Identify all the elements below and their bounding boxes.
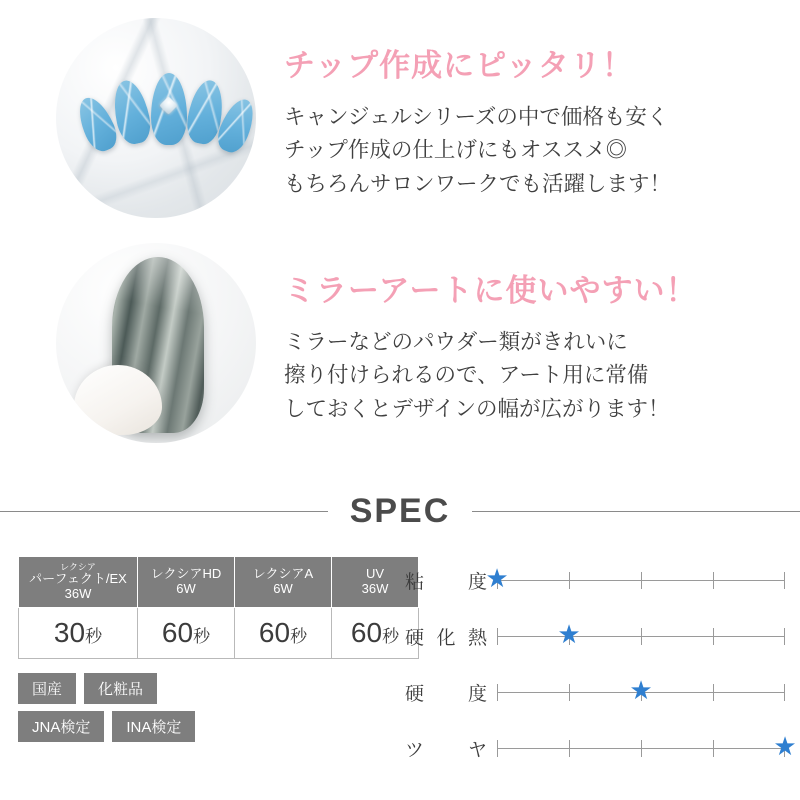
feature-1-body-line-1: キャンジェルシリーズの中で価格も安く [284,105,669,129]
lamp-watt-1: 36W [64,586,92,602]
feature-1-text [284,18,671,201]
lamp-brand-1: レクシア [60,562,96,572]
rating-star-gloss: ★ [773,731,797,761]
rating-row-viscosity [405,552,785,608]
feature-1-body [284,101,671,201]
rating-track-viscosity [485,563,785,593]
nail-tips-photo [56,18,256,218]
cure-time-value-4: 60 [350,617,383,649]
table-header-cell-3 [235,557,332,608]
feature-2-heading: ミラーアートに使いやすい！ [284,273,698,308]
rating-label-hardness: 硬度 [405,683,487,705]
lamp-watt-3: 6W [273,581,293,597]
lamp-name-3: レクシアA [252,566,314,582]
rating-star-viscosity: ★ [485,563,509,593]
nail-tip-3 [151,73,187,145]
certification-badges [18,673,419,742]
rating-label-viscosity: 粘度 [405,571,487,593]
cure-time-value-2: 60 [161,617,194,649]
feature-2-text [284,243,698,426]
rating-row-heat [405,608,785,664]
feature-1-body-line-2: チップ作成の仕上げにもオススメ◎ [284,138,628,163]
rating-star-heat: ★ [557,619,581,649]
feature-2-body-line-3: しておくとデザインの幅が広がります！ [284,396,670,421]
feature-2-body-line-1: ミラーなどのパウダー類がきれいに [284,330,628,354]
badge-row-1 [18,673,419,704]
cure-time-value-1: 30 [53,617,86,649]
feature-2-body [284,326,698,426]
lamp-name-1: パーフェクト/EX [29,571,127,587]
badge-cosmetic: 化粧品 [84,673,157,704]
spec-rule-right [472,511,800,512]
rating-track-heat [497,619,785,649]
mirror-nail-photo [56,243,256,443]
table-header-cell-1 [19,557,138,608]
table-row [19,608,419,659]
cure-time-value-3: 60 [258,617,291,649]
feature-block-1 [56,18,671,218]
feature-block-2 [56,243,698,443]
spec-header [0,492,800,531]
rating-label-gloss: ツヤ [405,739,487,761]
cure-time-unit-1: 秒 [85,627,103,647]
rating-row-gloss [405,720,797,776]
spec-title: SPEC [349,492,451,530]
rating-row-hardness [405,664,785,720]
rating-scales [405,552,797,776]
badge-domestic: 国産 [18,673,76,704]
rating-track-hardness [497,675,785,705]
cure-time-cell-3 [235,608,332,659]
rating-label-heat: 硬化熱 [405,627,487,649]
feature-1-heading: チップ作成にピッタリ！ [284,48,634,83]
lamp-name-2: レクシアHD [150,566,222,582]
table-header-cell-2 [138,557,235,608]
lamp-watt-4: 36W [361,581,389,597]
cure-time-unit-3: 秒 [290,627,308,647]
badge-ina: INA検定 [112,711,195,742]
cure-time-section [18,556,419,749]
feature-2-body-line-2: 擦り付けられるので、アート用に常備 [284,363,649,388]
cure-time-cell-2 [138,608,235,659]
cure-time-unit-2: 秒 [193,627,211,647]
lamp-name-4: UV [365,566,385,582]
spec-rule-left [0,511,328,512]
rating-track-gloss [497,731,797,761]
cure-time-unit-4: 秒 [382,627,400,647]
badge-jna: JNA検定 [18,711,104,742]
feature-1-body-line-3: もちろんサロンワークでも活躍します！ [284,171,672,196]
lamp-watt-2: 6W [176,581,196,597]
table-header-row [19,557,419,608]
cure-time-cell-1 [19,608,138,659]
rating-star-hardness: ★ [629,675,653,705]
badge-row-2 [18,711,419,742]
cure-time-table [18,556,419,659]
